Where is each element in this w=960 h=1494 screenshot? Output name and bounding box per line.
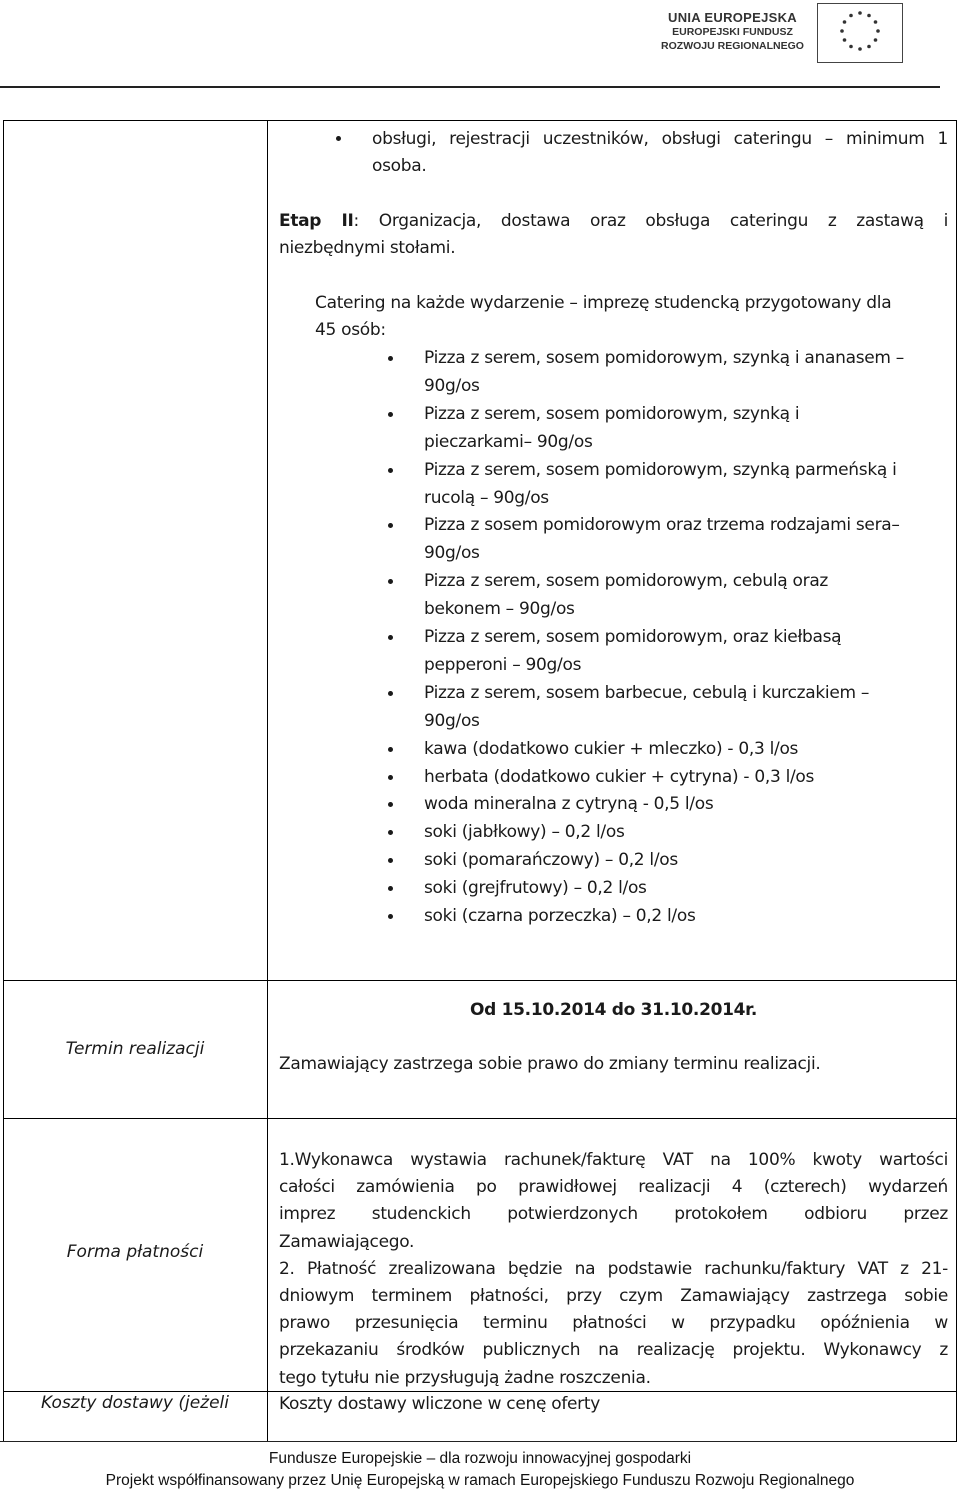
- bullet-icon: [388, 914, 393, 919]
- platnosc-line: całości zamówienia po prawidłowej realizacji 4 (czterech) wydarzeń: [279, 1177, 948, 1198]
- menu-item-line: Pizza z sosem pomidorowym oraz trzema rodzajami sera–: [424, 515, 900, 536]
- platnosc-line: imprez studenckich potwierdzonych protokołem odbioru przez: [279, 1204, 948, 1225]
- menu-item-line: Pizza z serem, sosem pomidorowym, oraz kiełbasą: [424, 627, 842, 647]
- bullet-icon: [388, 356, 393, 361]
- platnosc-line: 1.Wykonawca wystawia rachunek/fakturę VAT na 100% kwoty wartości: [279, 1150, 948, 1170]
- platnosc-label: Forma płatności: [66, 1242, 204, 1262]
- platnosc-line: dniowym terminem płatności, przy czym Zamawiający zastrzega sobie: [279, 1286, 948, 1306]
- menu-item-line: pieczarkami– 90g/os: [424, 431, 593, 452]
- etap-line-1: [279, 208, 948, 236]
- bullet-1-line-1: obsługi, rejestracji uczestników, obsługi cateringu – minimum 1: [372, 129, 948, 149]
- bullet-icon: [388, 635, 393, 640]
- eu-flag-icon: [817, 3, 903, 63]
- menu-item-line: kawa (dodatkowo cukier + mleczko) - 0,3 l/os: [424, 738, 799, 759]
- platnosc-line: Zamawiającego.: [279, 1231, 415, 1252]
- logo-line-2: EUROPEJSKI FUNDUSZ: [672, 26, 793, 38]
- koszty-value: Koszty dostawy wliczone w cenę oferty: [279, 1394, 600, 1414]
- etap-label: Etap II: [279, 211, 354, 231]
- bullet-icon: [388, 412, 393, 417]
- menu-item-line: pepperoni – 90g/os: [424, 654, 582, 675]
- bullet-icon: [388, 775, 393, 780]
- bullet-icon: [388, 468, 393, 473]
- header-divider: [0, 86, 940, 88]
- menu-item-line: Pizza z serem, sosem pomidorowym, szynką i: [424, 403, 800, 424]
- platnosc-line: przekazaniu środków publicznych na realizację projektu. Wykonawcy z: [279, 1340, 948, 1361]
- row-divider-1: [3, 980, 957, 981]
- footer-line-1: Fundusze Europejskie – dla rozwoju innowacyjnej gospodarki: [268, 1450, 692, 1467]
- platnosc-line: prawo przesunięcia terminu płatności w przypadku opóźnienia w: [279, 1313, 948, 1334]
- menu-item-line: Pizza z serem, sosem barbecue, cebulą i kurczakiem –: [424, 682, 870, 703]
- menu-item-line: soki (jabłkowy) – 0,2 l/os: [424, 822, 625, 843]
- koszty-label: Koszty dostawy (jeżeli: [41, 1393, 229, 1413]
- bullet-1-line-2: osoba.: [372, 156, 427, 176]
- catering-intro-line-2: 45 osób:: [315, 320, 386, 340]
- menu-item-line: Pizza z serem, sosem pomidorowym, szynką i ananasem –: [424, 348, 904, 368]
- termin-label: Termin realizacji: [65, 1039, 205, 1059]
- footer-divider: [0, 1441, 940, 1442]
- etap-line-2: niezbędnymi stołami.: [279, 238, 456, 258]
- eu-logo-text: [655, 10, 810, 53]
- row-divider-2: [3, 1118, 957, 1119]
- logo-line-3: ROZWOJU REGIONALNEGO: [661, 40, 804, 52]
- table-column-divider: [267, 120, 268, 1442]
- termin-note: Zamawiający zastrzega sobie prawo do zmiany terminu realizacji.: [279, 1054, 821, 1074]
- catering-intro-line-1: Catering na każde wydarzenie – imprezę studencką przygotowany dla: [315, 293, 892, 313]
- bullet-icon: [388, 691, 393, 696]
- menu-item-line: woda mineralna z cytryną - 0,5 l/os: [424, 794, 714, 815]
- bullet-icon: [388, 747, 393, 752]
- footer-line-2: Projekt współfinansowany przez Unię Europejską w ramach Europejskiego Funduszu Rozwoju Regionalnego: [105, 1472, 855, 1489]
- menu-item-line: Pizza z serem, sosem pomidorowym, szynką parmeńską i: [424, 459, 897, 480]
- menu-item-line: soki (czarna porzeczka) – 0,2 l/os: [424, 906, 696, 926]
- menu-item-line: soki (grejfrutowy) – 0,2 l/os: [424, 878, 647, 899]
- menu-item-line: bekonem – 90g/os: [424, 599, 575, 620]
- termin-dates: Od 15.10.2014 do 31.10.2014r.: [469, 1000, 758, 1020]
- menu-item-line: 90g/os: [424, 543, 480, 564]
- menu-item-line: 90g/os: [424, 375, 480, 396]
- logo-line-1: UNIA EUROPEJSKA: [668, 10, 797, 25]
- menu-item-line: 90g/os: [424, 710, 480, 731]
- platnosc-line: tego tytułu nie przysługują żadne roszczenia.: [279, 1367, 651, 1388]
- menu-item-line: Pizza z serem, sosem pomidorowym, cebulą oraz: [424, 571, 829, 592]
- bullet-icon: [336, 136, 341, 141]
- platnosc-line: 2. Płatność zrealizowana będzie na podstawie rachunku/faktury VAT z 21-: [279, 1258, 948, 1279]
- menu-item-line: herbata (dodatkowo cukier + cytryna) - 0,3 l/os: [424, 766, 815, 787]
- etap-line-1-text: : Organizacja, dostawa oraz obsługa cateringu z zastawą i: [353, 211, 948, 231]
- menu-item-line: soki (pomarańczowy) – 0,2 l/os: [424, 850, 678, 871]
- menu-item-line: rucolą – 90g/os: [424, 487, 549, 508]
